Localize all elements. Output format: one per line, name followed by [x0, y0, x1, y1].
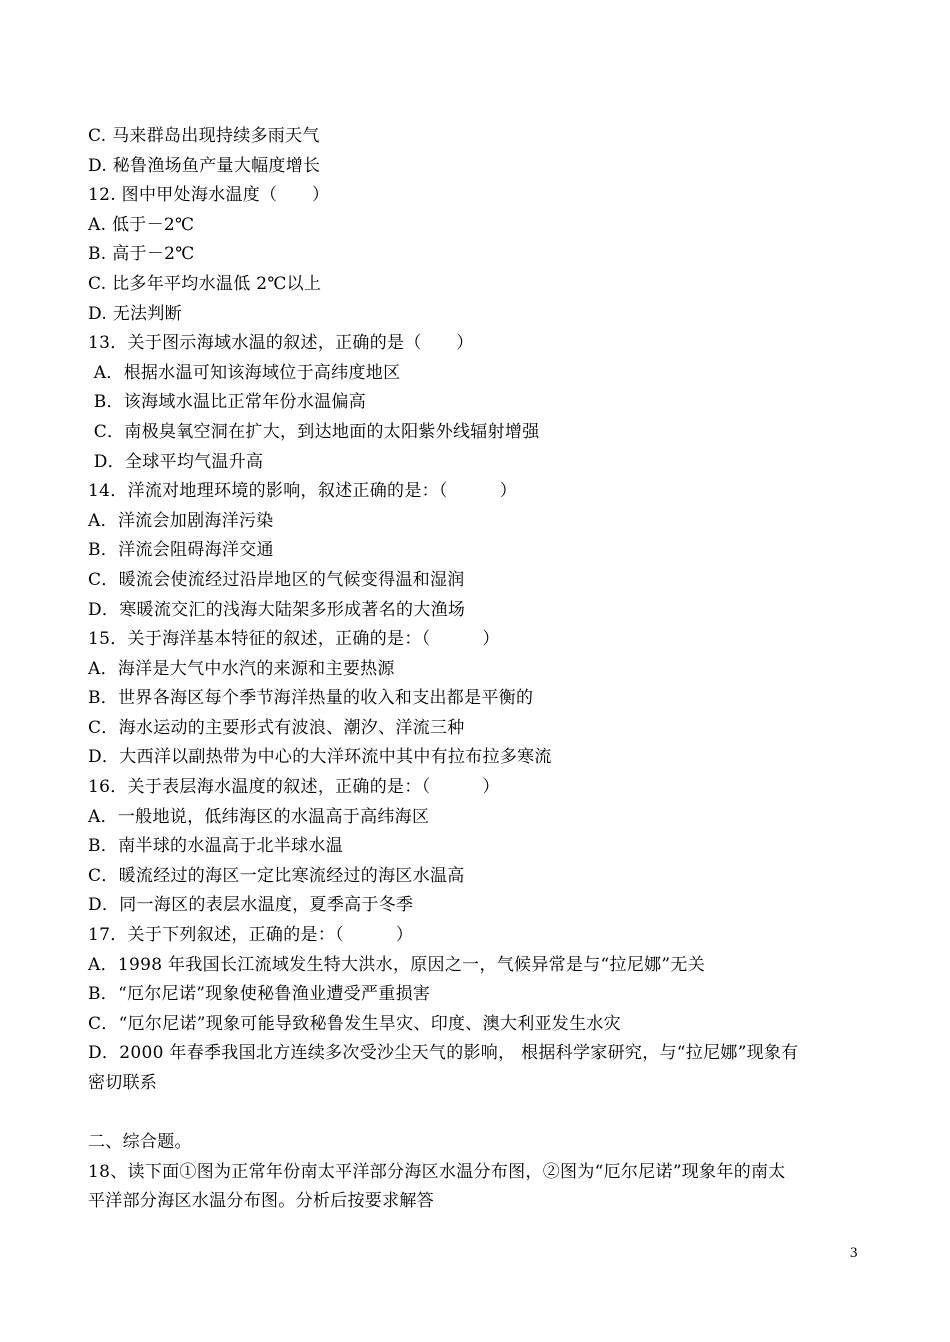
option-b: B．该海域水温比正常年份水温偏高	[88, 392, 366, 413]
page-number: 3	[850, 1245, 858, 1261]
option-c: C．暖流经过的海区一定比寒流经过的海区水温高	[88, 865, 465, 886]
text-line: C. 马来群岛出现持续多雨天气	[88, 126, 320, 146]
option-a: A．洋流会加剧海洋污染	[88, 510, 274, 531]
question-13: 13．关于图示海域水温的叙述，正确的是（ ）	[88, 333, 474, 354]
option-d: D．大西洋以副热带为中心的大洋环流中其中有拉布拉多寒流	[88, 747, 552, 768]
option-b: B．“厄尔尼诺”现象使秘鲁渔业遭受严重损害	[88, 984, 431, 1005]
text-line: D. 秘鲁渔场鱼产量大幅度增长	[88, 155, 321, 176]
question-12: 12. 图中甲处海水温度（ ）	[88, 185, 330, 206]
option-b: B. 高于－2℃	[88, 244, 195, 265]
question-14: 14．洋流对地理环境的影响，叙述正确的是：（ ）	[88, 481, 517, 502]
question-16: 16．关于表层海水温度的叙述，正确的是：（ ）	[88, 777, 500, 798]
option-d-continued: 密切联系	[88, 1073, 158, 1093]
option-c: C．海水运动的主要形式有波浪、潮汐、洋流三种	[88, 717, 465, 738]
option-a: A．一般地说，低纬海区的水温高于高纬海区	[88, 806, 430, 827]
question-18: 18、读下面①图为正常年份南太平洋部分海区水温分布图，②图为“厄尔尼诺”现象年的南太	[88, 1161, 786, 1182]
question-17: 17．关于下列叙述，正确的是：（ ）	[88, 925, 414, 946]
option-d: D．同一海区的表层水温度，夏季高于冬季	[88, 895, 414, 916]
option-c: C．暖流会使流经过沿岸地区的气候变得温和湿润	[88, 569, 465, 590]
option-d: D．寒暖流交汇的浅海大陆架多形成著名的大渔场	[88, 599, 466, 620]
question-18-continued: 平洋部分海区水温分布图。分析后按要求解答	[88, 1191, 434, 1212]
option-a: A．1998 年我国长江流域发生特大洪水，原因之一，气候异常是与“拉尼娜”无关	[88, 954, 706, 975]
option-d: D. 无法判断	[88, 303, 182, 324]
blank-line	[88, 1099, 878, 1129]
option-b: B．南半球的水温高于北半球水温	[88, 836, 343, 857]
option-b: B．世界各海区每个季节海洋热量的收入和支出都是平衡的	[88, 688, 534, 709]
question-15: 15．关于海洋基本特征的叙述，正确的是：（ ）	[88, 629, 500, 650]
option-a: A. 低于－2℃	[88, 214, 195, 235]
option-b: B．洋流会阻碍海洋交通	[88, 540, 274, 561]
option-c: C．“厄尔尼诺”现象可能导致秘鲁发生旱灾、印度、澳大利亚发生水灾	[88, 1013, 621, 1034]
option-d: D．全球平均气温升高	[88, 451, 264, 472]
section-title: 二、综合题。	[88, 1132, 192, 1153]
option-a: A．海洋是大气中水汽的来源和主要热源	[88, 658, 395, 679]
document-body	[88, 122, 878, 1217]
option-d: D．2000 年春季我国北方连续多次受沙尘天气的影响， 根据科学家研究，与“拉尼娜”现象有	[88, 1043, 799, 1064]
option-a: A．根据水温可知该海域位于高纬度地区	[88, 362, 401, 383]
option-c: C. 比多年平均水温低 2℃以上	[88, 273, 322, 294]
option-c: C．南极臭氧空洞在扩大，到达地面的太阳紫外线辐射增强	[88, 421, 540, 442]
